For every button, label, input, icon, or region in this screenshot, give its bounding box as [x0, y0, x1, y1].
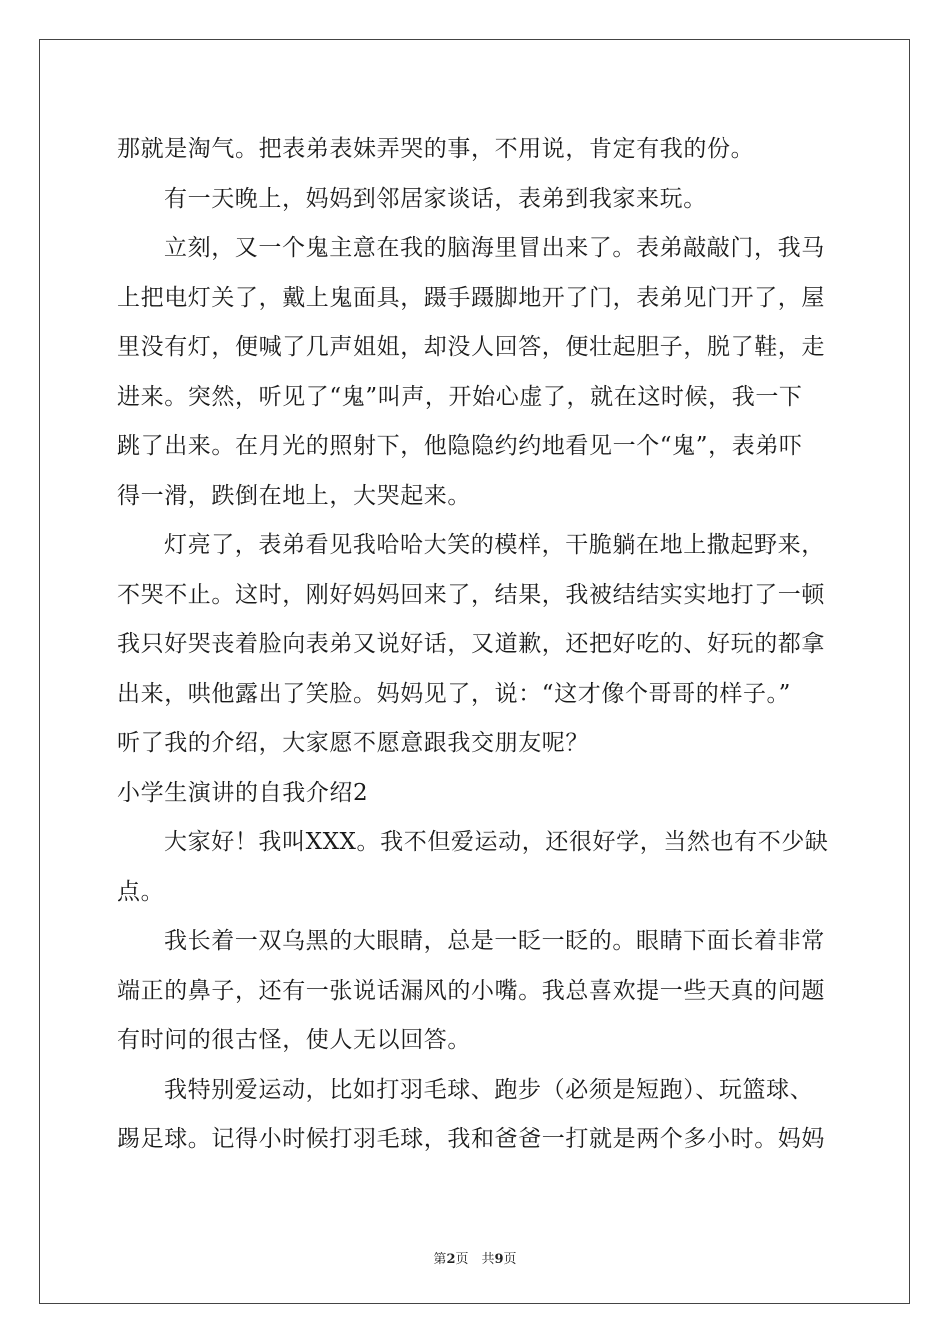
text-line: 里没有灯，便喊了几声姐姐，却没人回答，便壮起胆子，脱了鞋，走	[117, 334, 825, 360]
page-footer	[0, 1248, 950, 1267]
text-line: 立刻，又一个鬼主意在我的脑海里冒出来了。表弟敲敲门，我马	[164, 235, 825, 261]
text-line: 灯亮了，表弟看见我哈哈大笑的模样，干脆躺在地上撒起野来，	[164, 532, 825, 558]
text-line: 我长着一双乌黑的大眼睛，总是一眨一眨的。眼睛下面长着非常	[164, 928, 825, 954]
text-line: 我只好哭丧着脸向表弟又说好话，又道歉，还把好吃的、好玩的都拿	[117, 631, 825, 657]
text-line: 跳了出来。在月光的照射下，他隐隐约约地看见一个“鬼”，表弟吓	[117, 433, 803, 459]
text-line: 得一滑，跌倒在地上，大哭起来。	[117, 482, 471, 509]
text-line: 有时问的很古怪，使人无以回答。	[117, 1027, 471, 1053]
footer-suffix: 页	[503, 1252, 517, 1267]
text-line: 大家好！我叫XXX。我不但爱运动，还很好学，当然也有不少缺	[164, 829, 829, 855]
text-line: 不哭不止。这时，刚好妈妈回来了，结果，我被结结实实地打了一顿	[117, 581, 825, 608]
current-page-number: 2	[446, 1252, 456, 1267]
text-line: 有一天晚上，妈妈到邻居家谈话，表弟到我家来玩。	[164, 185, 707, 212]
text-line: 出来，哄他露出了笑脸。妈妈见了，说：“这才像个哥哥的样子。”	[117, 680, 792, 707]
text-line: 上把电灯关了，戴上鬼面具，蹑手蹑脚地开了门，表弟见门开了，屋	[117, 284, 825, 311]
footer-mid: 页 共	[455, 1252, 495, 1267]
section-heading: 小学生演讲的自我介绍2	[117, 779, 369, 806]
text-line: 点。	[117, 878, 165, 905]
footer-prefix: 第	[433, 1252, 447, 1267]
text-line: 我特别爱运动，比如打羽毛球、跑步（必须是短跑）、玩篮球、	[164, 1076, 814, 1103]
text-line: 那就是淘气。把表弟表妹弄哭的事，不用说，肯定有我的份。	[117, 136, 755, 162]
document-body	[117, 125, 833, 1165]
text-line: 进来。突然，听见了“鬼”叫声，开始心虚了，就在这时候，我一下	[117, 383, 803, 410]
text-line: 踢足球。记得小时候打羽毛球，我和爸爸一打就是两个多小时。妈妈	[117, 1126, 825, 1152]
total-pages-number: 9	[494, 1252, 504, 1267]
text-line: 听了我的介绍，大家愿不愿意跟我交朋友呢？	[117, 730, 589, 756]
text-line: 端正的鼻子，还有一张说话漏风的小嘴。我总喜欢提一些天真的问题	[117, 977, 825, 1004]
